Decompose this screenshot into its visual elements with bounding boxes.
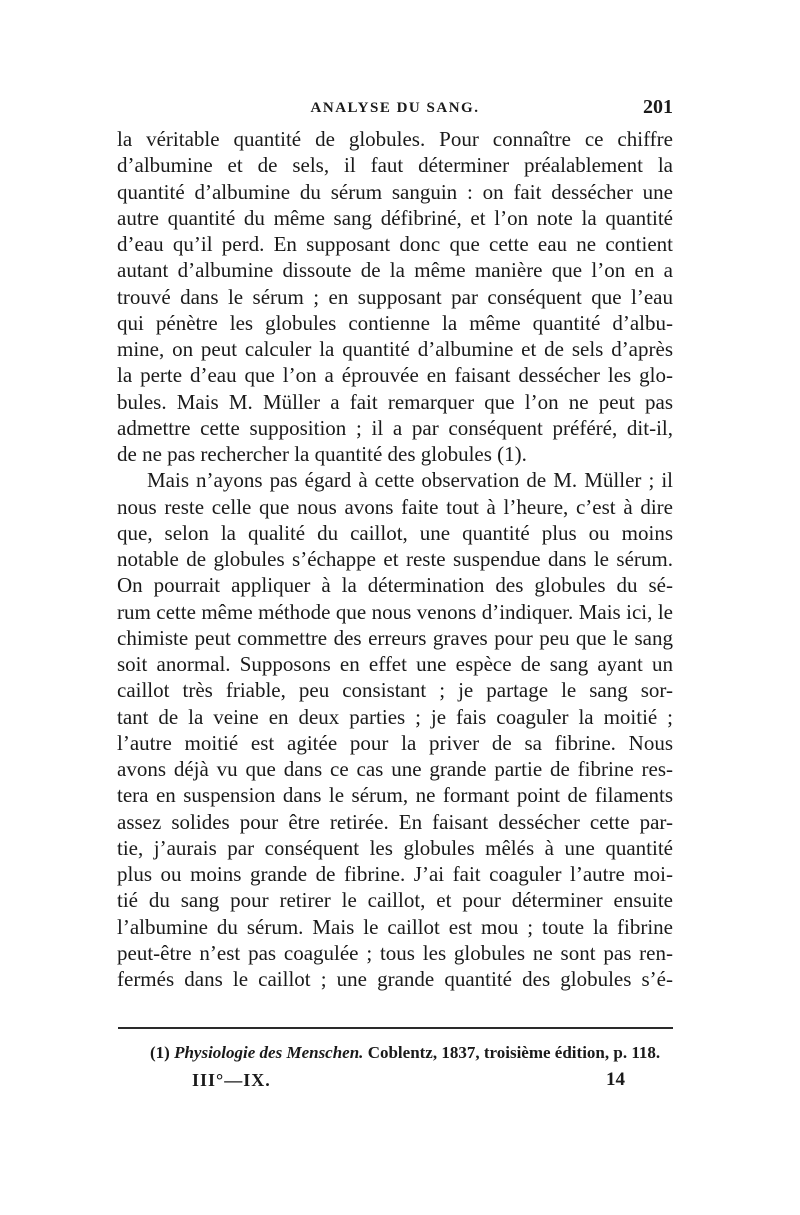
text-line: nous reste celle que nous avons faite tout à l’heure, c’est à dire [117,494,673,519]
text-line: rum cette même méthode que nous venons d’indiquer. Mais ici, le [117,599,673,624]
signature-mark: III°—IX. [192,1070,271,1090]
running-head: ANALYSE DU SANG. [310,100,480,116]
text-line: que, selon la qualité du caillot, une quantité plus ou moins [117,520,673,545]
text-line: trouvé dans le sérum ; en supposant par conséquent que l’eau [117,284,673,309]
text-line: fermés dans le caillot ; une grande quantité des globules s’é- [117,967,673,991]
text-line: mine, on peut calculer la quantité d’albumine et de sels d’après [117,337,673,361]
page-header [117,96,673,122]
footnote [150,1043,660,1063]
text-line: d’eau qu’il perd. En supposant donc que cette eau ne contient [117,232,673,256]
body-text [117,126,673,992]
text-line: de ne pas rechercher la quantité des globules (1). [117,442,527,466]
text-line: caillot très friable, peu consistant ; je partage le sang sor- [117,678,673,703]
text-line: tie, j’aurais par conséquent les globules mêlés à une quantité [117,835,673,860]
text-line: chimiste peut commettre des erreurs graves pour peu que le sang [117,625,673,650]
text-line: bules. Mais M. Müller a fait remarquer que l’on ne peut pas [117,389,673,414]
text-line: plus ou moins grande de fibrine. J’ai fait coaguler l’autre moi- [117,862,673,886]
text-line: soit anormal. Supposons en effet une espèce de sang ayant un [117,652,673,676]
text-line: quantité d’albumine du sérum sanguin : on fait dessécher une [117,179,673,204]
text-line: la perte d’eau que l’on a éprouvée en faisant dessécher les glo- [117,363,673,388]
text-line: l’albumine du sérum. Mais le caillot est mou ; toute la fibrine [117,914,673,939]
text-line: admettre cette supposition ; il a par conséquent préféré, dit-il, [117,415,673,440]
footnote-rule [118,1027,673,1029]
text-line: assez solides pour être retirée. En faisant dessécher cette par- [117,809,673,834]
text-line: tant de la veine en deux parties ; je fais coaguler la moitié ; [117,704,673,729]
text-line: avons déjà vu que dans ce cas une grande partie de fibrine res- [117,757,673,781]
text-line: qui pénètre les globules contienne la même quantité d’albu- [117,310,673,335]
footnote-marker: (1) [150,1043,170,1062]
text-line: la véritable quantité de globules. Pour connaître ce chiffre [117,127,673,151]
text-line: autre quantité du même sang défibriné, et l’on note la quantité [117,205,673,230]
text-line: l’autre moitié est agitée pour la priver de sa fibrine. Nous [117,730,673,755]
text-line: Mais n’ayons pas égard à cette observation de M. Müller ; il [147,468,673,493]
text-line: peut-être n’est pas coagulée ; tous les globules ne sont pas ren- [117,940,673,965]
text-line: On pourrait appliquer à la détermination des globules du sé- [117,573,673,598]
text-line: tié du sang pour retirer le caillot, et pour déterminer ensuite [117,888,673,913]
footnote-title: Physiologie des Menschen. [174,1043,364,1062]
text-line: d’albumine et de sels, il faut déterminer préalablement la [117,153,673,178]
text-line: autant d’albumine dissoute de la même manière que l’on en a [117,258,673,283]
text-line: notable de globules s’échappe et reste suspendue dans le sérum. [117,547,673,571]
text-line: tera en suspension dans le sérum, ne formant point de filaments [117,783,673,808]
page-number: 201 [643,96,673,118]
signature-number: 14 [606,1069,625,1090]
footnote-text: Coblentz, 1837, troisième édition, p. 118. [367,1043,661,1062]
